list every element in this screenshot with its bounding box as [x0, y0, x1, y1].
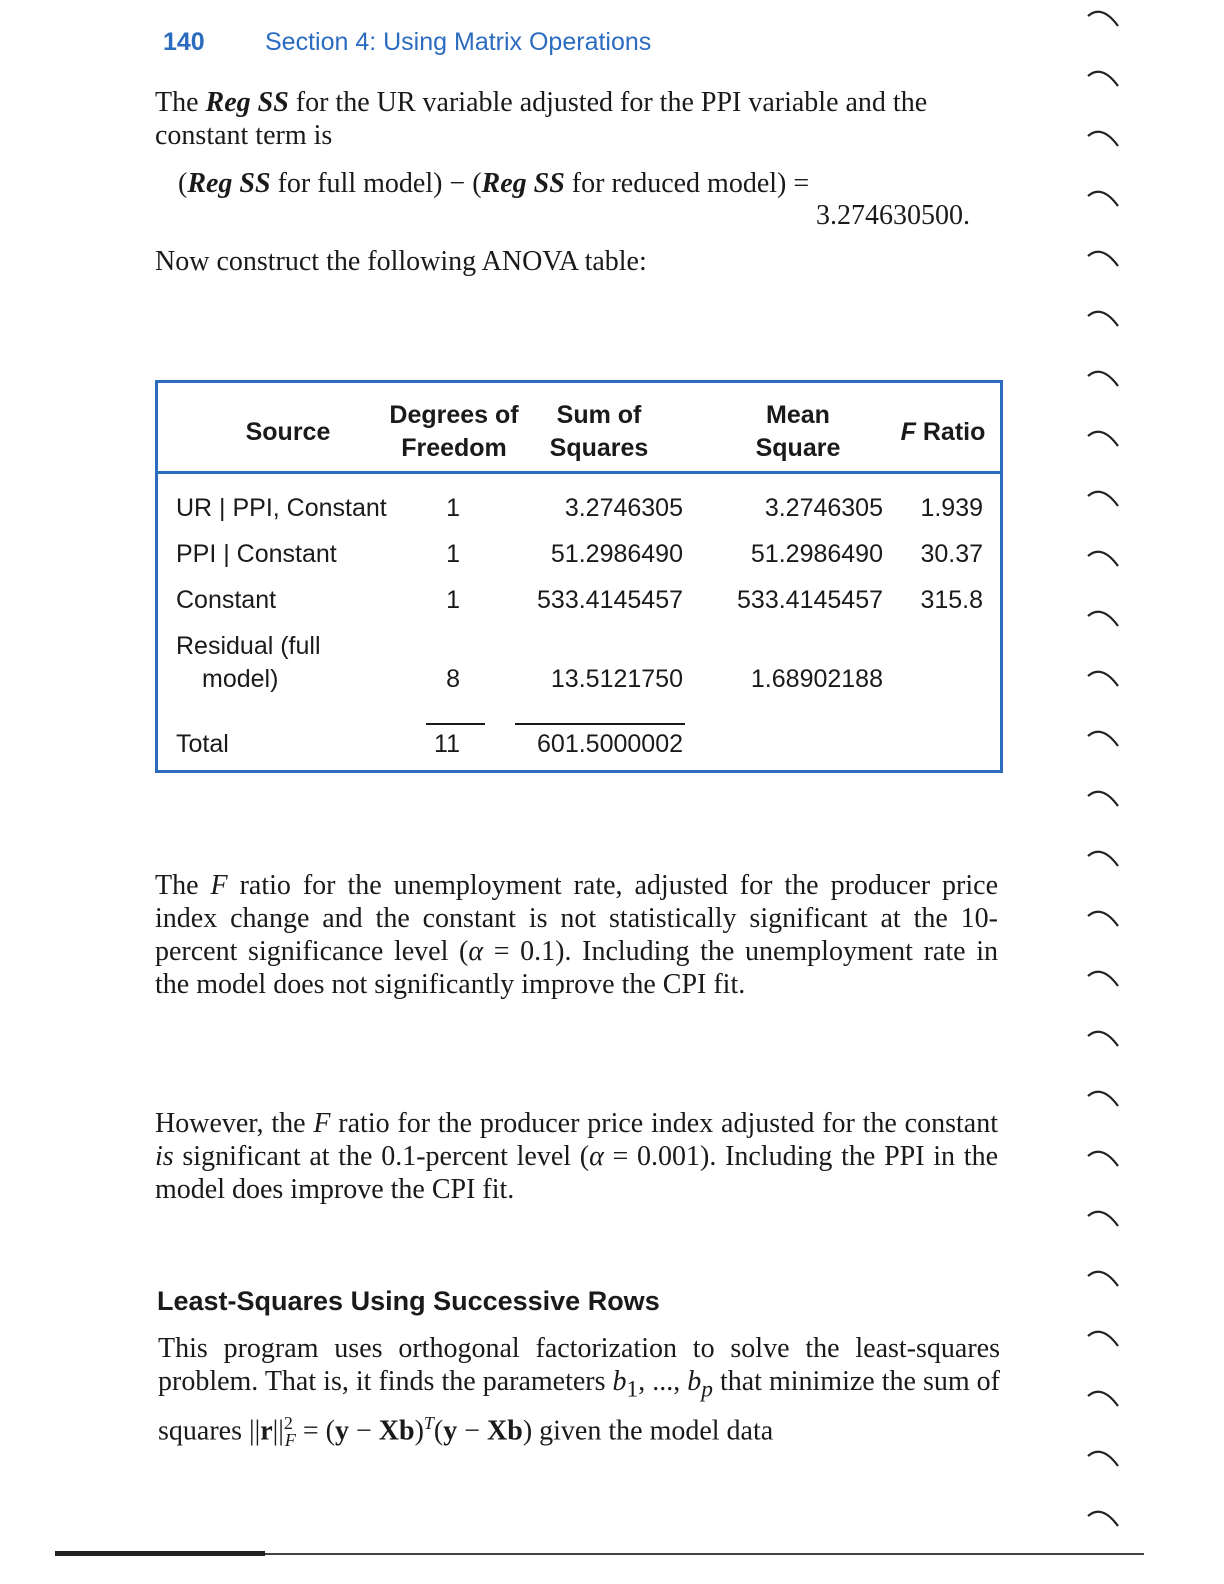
header-ss: Sum of Squares [549, 401, 649, 462]
header-f: F Ratio [900, 418, 986, 446]
header-df: Degrees of Freedom [389, 401, 519, 462]
formula: (Reg SS for full model) − (Reg SS for reduced model) = [178, 168, 810, 199]
total-source: Total [176, 730, 229, 758]
row-f: 315.8 [920, 586, 983, 614]
anova-header [158, 383, 1000, 474]
anova-intro: Now construct the following ANOVA table: [155, 246, 647, 277]
row-ms: 3.2746305 [764, 494, 883, 522]
sum-rule [426, 723, 485, 725]
intro-paragraph: The Reg SS for the UR variable adjusted for the PPI variable and the constant term is [155, 87, 928, 151]
page-header [163, 28, 651, 57]
row-source-cont: model) [202, 665, 279, 693]
row-ss: 51.2986490 [550, 540, 683, 568]
anova-table [155, 380, 1003, 773]
row-df: 1 [446, 540, 460, 568]
ppi-paragraph: However, the F ratio for the producer price index adjusted for the constant is significant at the 0.1-percent level (α = 0.001). Including the PPI in the model does improve the CPI fit. [155, 1108, 998, 1205]
row-df: 1 [446, 586, 460, 614]
row-ss: 13.5121750 [550, 665, 683, 693]
total-df: 11 [434, 730, 460, 758]
row-ms: 533.4145457 [737, 586, 883, 614]
f-ratio-paragraph: The F ratio for the unemployment rate, adjusted for the producer price index change and the constant is not statistically significant at the 10-percent significance level (α = 0.1). Including the unemployment rate in the model does not significantly improve the CPI fit. [155, 870, 998, 1000]
sum-rule [515, 723, 685, 725]
page-number: 140 [163, 28, 205, 56]
row-ss: 3.2746305 [564, 494, 683, 522]
row-source: PPI | Constant [176, 540, 337, 568]
section-title: Least-Squares Using Successive Rows [157, 1286, 660, 1316]
least-squares-paragraph: This program uses orthogonal factorization to solve the least-squares problem. That is, it finds the parameters $b_1$, ..., $b_p$ that minimize the sum of squares $||r||^2_F = (y - Xb)^T(y - Xb)$ given the model data [158, 1333, 1000, 1450]
total-ss: 601.5000002 [537, 730, 683, 758]
header-ms: Mean Square [755, 401, 841, 462]
row-ms: 1.68902188 [750, 665, 883, 693]
row-ms: 51.2986490 [750, 540, 883, 568]
row-f: 1.939 [920, 494, 983, 522]
row-source: Residual (full [176, 632, 321, 660]
row-f: 30.37 [920, 540, 983, 568]
row-source: UR | PPI, Constant [176, 494, 387, 522]
page-bottom-mark [55, 1551, 265, 1556]
section-heading: Section 4: Using Matrix Operations [265, 28, 652, 56]
row-source: Constant [176, 586, 277, 614]
formula-value: 3.274630500. [816, 200, 970, 231]
row-df: 1 [446, 494, 460, 522]
row-ss: 533.4145457 [537, 586, 683, 614]
binding-rings [1084, 0, 1124, 1584]
row-df: 8 [446, 665, 460, 693]
header-source: Source [245, 418, 331, 446]
